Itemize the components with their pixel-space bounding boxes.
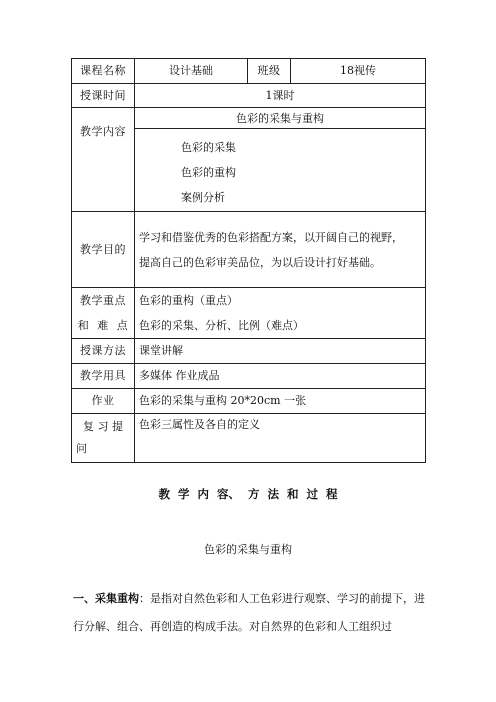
row-homework (72, 389, 426, 414)
section-heading (0, 486, 496, 502)
content-title: 色彩的采集与重构 (135, 108, 425, 129)
content-item: 色彩的重构 (181, 166, 236, 179)
key-points (135, 288, 426, 339)
label-course-name: 课程名称 (72, 59, 135, 84)
lesson-plan-table (71, 58, 426, 463)
row-goal (72, 212, 426, 288)
label-key-points-line: 和 难 点 (77, 319, 129, 332)
label-homework: 作业 (72, 389, 135, 414)
label-class-time: 授课时间 (72, 84, 135, 108)
heading-char: 过 (306, 487, 318, 501)
course-name: 设计基础 (135, 59, 248, 84)
teaching-goal (135, 212, 426, 288)
label-teaching-method: 授课方法 (72, 339, 135, 364)
label-class: 班级 (248, 59, 291, 84)
teaching-content (135, 108, 426, 212)
label-key-points-line: 教学重点 (80, 294, 126, 307)
label-key-points (72, 288, 135, 339)
lesson-subtitle: 色彩的采集与重构 (204, 543, 292, 556)
content-list (135, 129, 425, 210)
row-course (72, 59, 426, 84)
difficult-point: 色彩的采集、分析、比例（难点） (139, 319, 304, 332)
content-item: 案例分析 (181, 191, 225, 204)
row-method (72, 339, 426, 364)
heading-char: 容、 (217, 487, 240, 501)
goal-line: 学习和借鉴优秀的色彩搭配方案，以开阔自己的视野， (139, 230, 403, 244)
body-paragraph (73, 585, 425, 641)
paragraph-lead: 一、采集重构 (73, 592, 139, 605)
row-time (72, 84, 426, 108)
heading-char: 内 (197, 487, 209, 501)
heading-char: 法 (267, 487, 279, 501)
content-item: 色彩的采集 (181, 141, 236, 154)
row-review (72, 414, 426, 463)
heading-char: 学 (178, 487, 190, 501)
homework: 色彩的采集与重构 20*20cm 一张 (135, 389, 426, 414)
label-teaching-content: 教学内容 (72, 108, 135, 212)
label-teaching-goal: 教学目的 (72, 212, 135, 288)
row-tools (72, 364, 426, 389)
class-time: 1课时 (135, 84, 426, 108)
heading-char: 和 (287, 487, 299, 501)
label-review-line: 问 (76, 442, 87, 455)
label-review-line: 复 习 提 (83, 420, 123, 433)
teaching-tools: 多媒体 作业成品 (135, 364, 426, 389)
review-questions: 色彩三属性及各自的定义 (135, 414, 426, 463)
row-content (72, 108, 426, 212)
row-key-points (72, 288, 426, 339)
key-point: 色彩的重构（重点） (139, 294, 238, 307)
label-review-questions (72, 414, 135, 463)
heading-char: 教 (158, 487, 170, 501)
label-teaching-tools: 教学用具 (72, 364, 135, 389)
heading-char: 方 (248, 487, 260, 501)
teaching-method: 课堂讲解 (135, 339, 426, 364)
heading-char: 程 (326, 487, 338, 501)
paragraph-text: ：是指对自然色彩和人工色彩进行观察、学习的前提下，进行分解、组合、再创造的构成手法。对自然界的色彩和人工组织过 (73, 592, 425, 633)
class-name: 18视传 (291, 59, 426, 84)
goal-line: 提高自己的色彩审美品位，为以后设计打好基础。 (139, 255, 381, 269)
